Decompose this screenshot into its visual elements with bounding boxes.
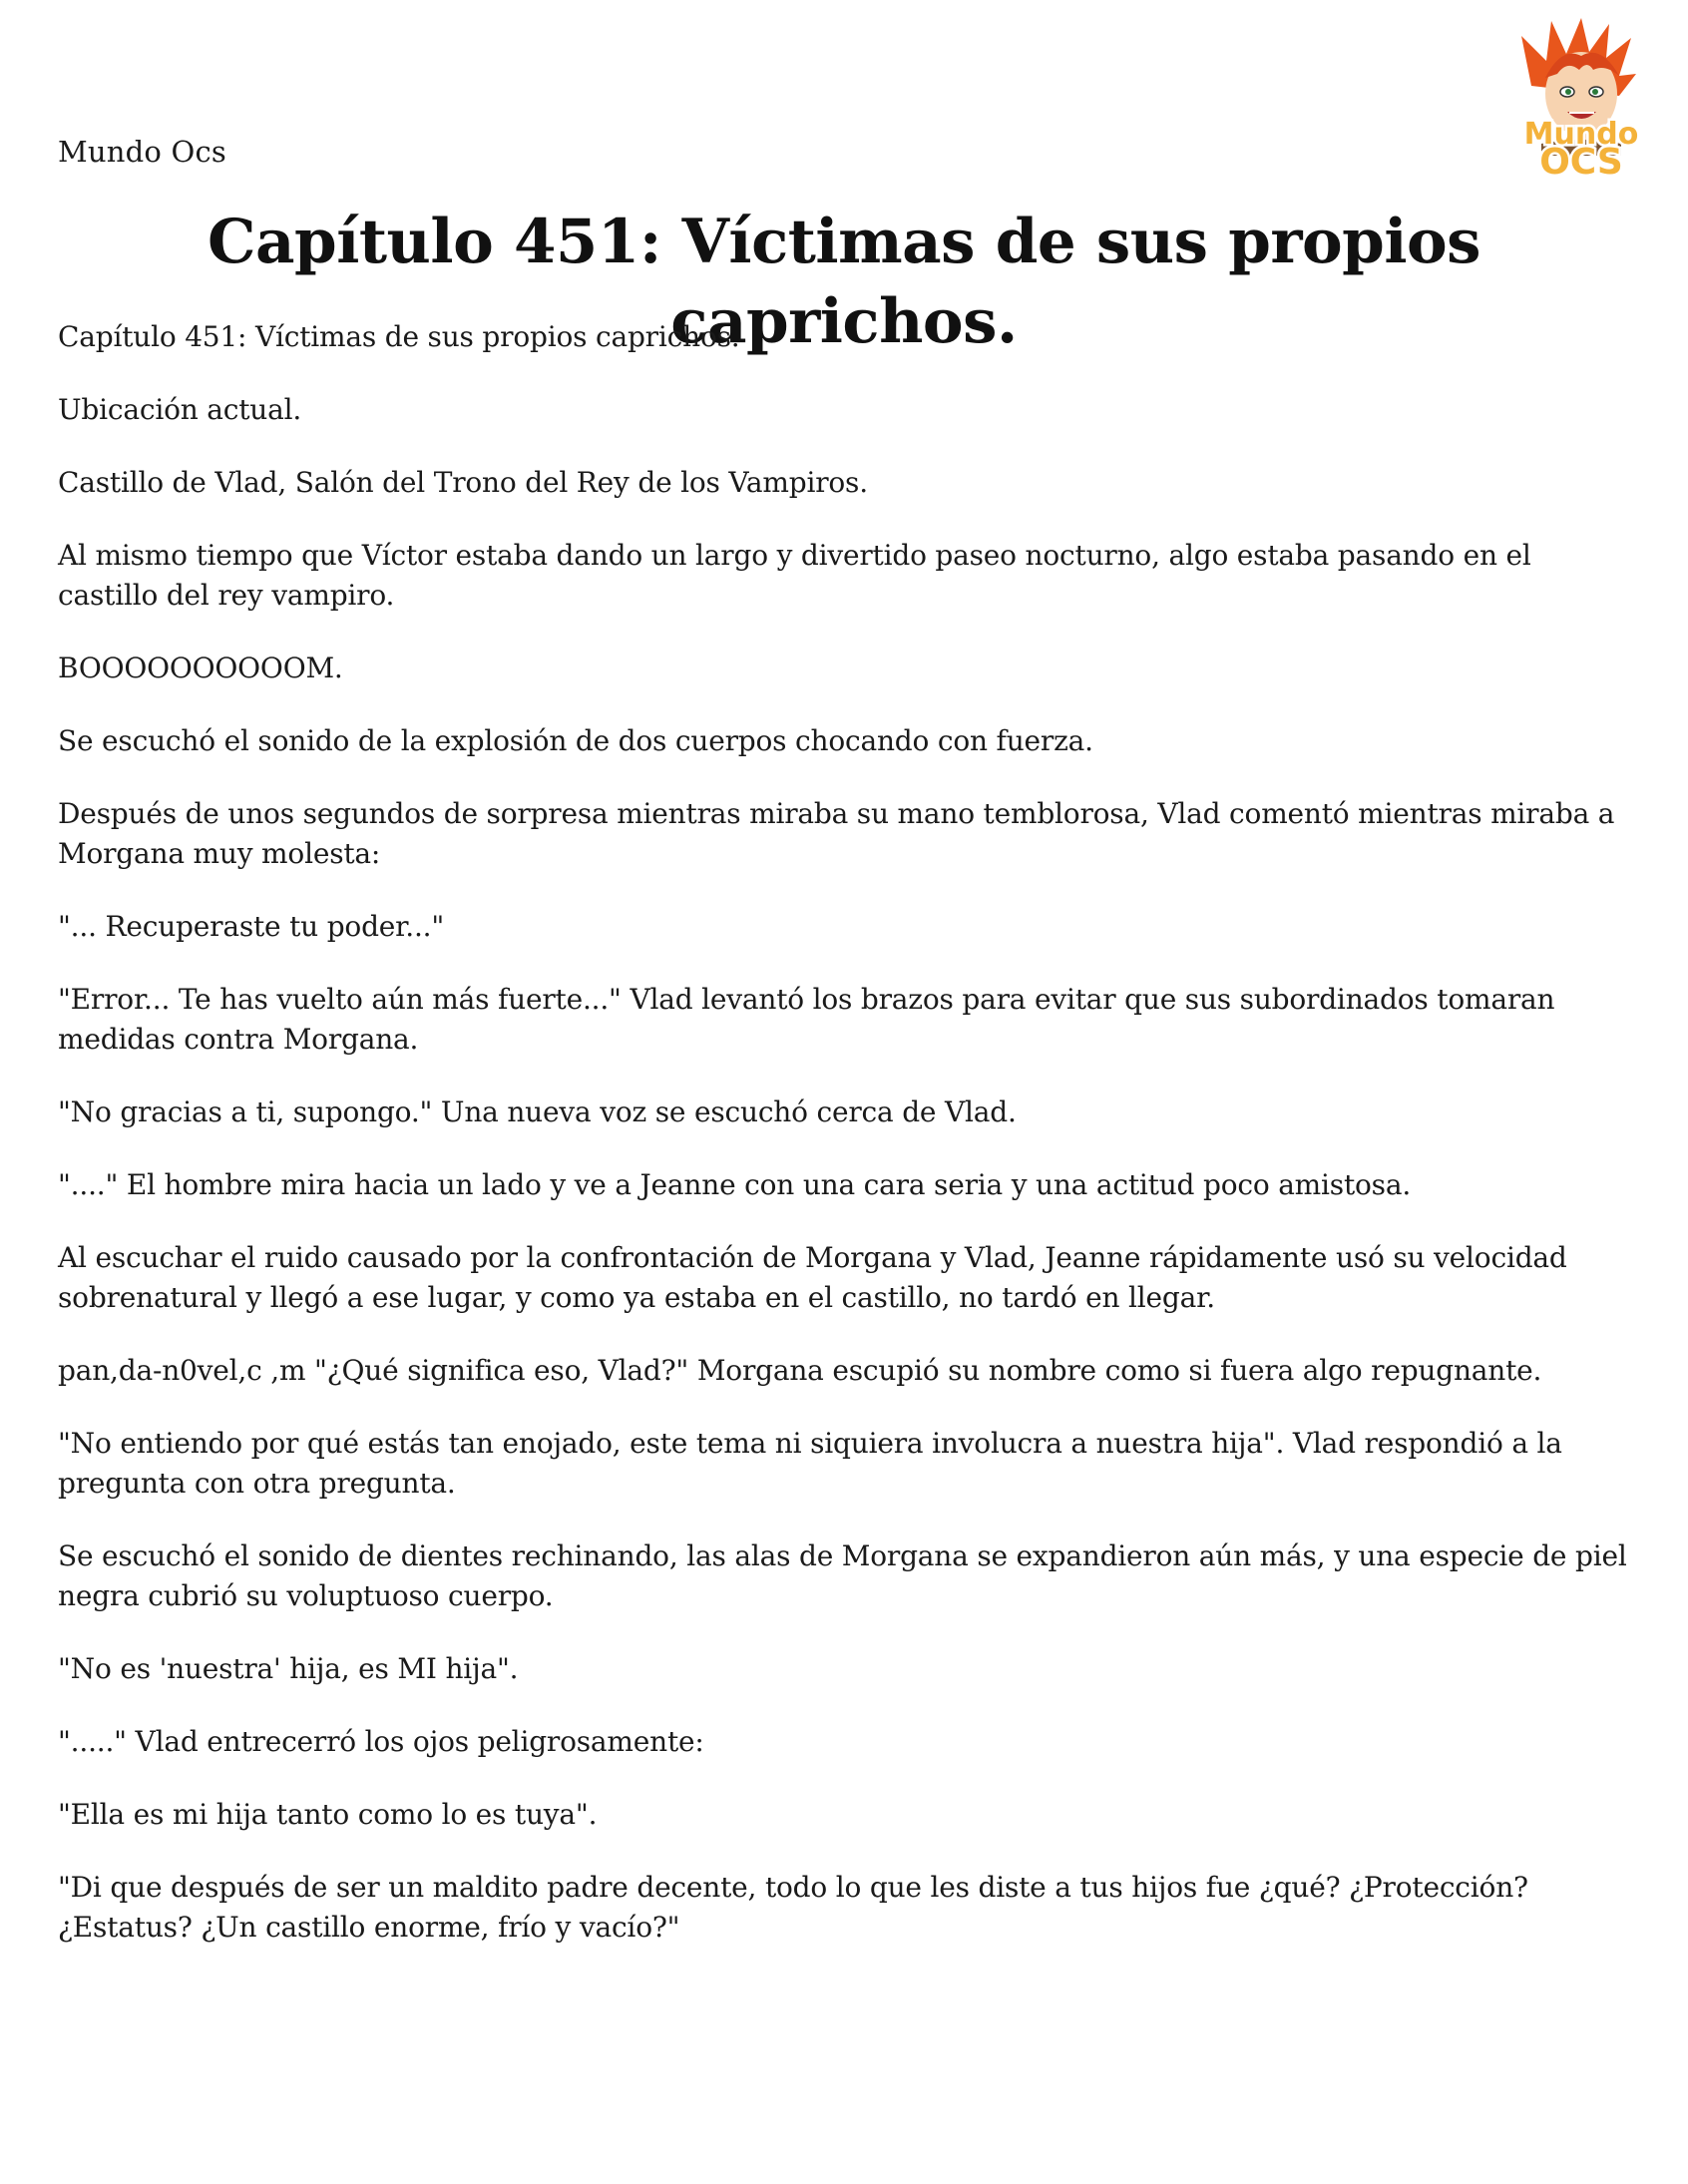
paragraph: Se escuchó el sonido de dientes rechinando, las alas de Morgana se expandieron aún más, y una especie de piel negra cubrió su voluptuoso cuerpo. (58, 1539, 1627, 1612)
paragraph: "...." El hombre mira hacia un lado y ve a Jeanne con una cara seria y una actitud poco amistosa. (58, 1168, 1412, 1201)
paragraph: "....." Vlad entrecerró los ojos peligrosamente: (58, 1725, 704, 1758)
paragraph: "No gracias a ti, supongo." Una nueva voz se escuchó cerca de Vlad. (58, 1095, 1017, 1128)
paragraph: "Di que después de ser un maldito padre decente, todo lo que les diste a tus hijos fue ¿qué? ¿Protección? ¿Estatus? ¿Un castillo enorme, frío y vacío?" (58, 1871, 1528, 1944)
mundo-ocs-logo (1501, 16, 1661, 181)
paragraph: "Error... Te has vuelto aún más fuerte..." Vlad levantó los brazos para evitar que sus subordinados tomaran medidas contra Morgana. (58, 983, 1555, 1056)
paragraph: Después de unos segundos de sorpresa mientras miraba su mano temblorosa, Vlad comentó mientras miraba a Morgana muy molesta: (58, 797, 1615, 870)
paragraph: "Ella es mi hija tanto como lo es tuya". (58, 1798, 598, 1831)
site-name: Mundo Ocs (58, 135, 226, 169)
paragraph: "No es 'nuestra' hija, es MI hija". (58, 1652, 519, 1685)
paragraph: Al escuchar el ruido causado por la confrontación de Morgana y Vlad, Jeanne rápidamente usó su velocidad sobrenatural y llegó a ese lugar, y como ya estaba en el castillo, no tardó en llegar. (58, 1241, 1567, 1314)
paragraph: Capítulo 451: Víctimas de sus propios caprichos. (58, 320, 740, 353)
paragraph: "No entiendo por qué estás tan enojado, este tema ni siquiera involucra a nuestra hija". Vlad respondió a la pregunta con otra pregunta. (58, 1427, 1562, 1500)
paragraph: Castillo de Vlad, Salón del Trono del Rey de los Vampiros. (58, 466, 868, 499)
chapter-title: Capítulo 451: Víctimas de sus propios caprichos. (207, 207, 1481, 357)
paragraph: Al mismo tiempo que Víctor estaba dando un largo y divertido paseo nocturno, algo estaba pasando en el castillo del rey vampiro. (58, 539, 1531, 612)
paragraph: Se escuchó el sonido de la explosión de dos cuerpos chocando con fuerza. (58, 724, 1093, 757)
svg-text:Mundo: Mundo (1523, 117, 1639, 152)
paragraph: BOOOOOOOOOOM. (58, 652, 343, 684)
paragraph: pan,da-n0vel,c ,m "¿Qué significa eso, Vlad?" Morgana escupió su nombre como si fuera algo repugnante. (58, 1354, 1542, 1387)
chapter-body (58, 317, 1634, 1980)
paragraph: Ubicación actual. (58, 393, 302, 426)
svg-text:OCS: OCS (1539, 142, 1623, 181)
paragraph: "... Recuperaste tu poder..." (58, 910, 445, 943)
